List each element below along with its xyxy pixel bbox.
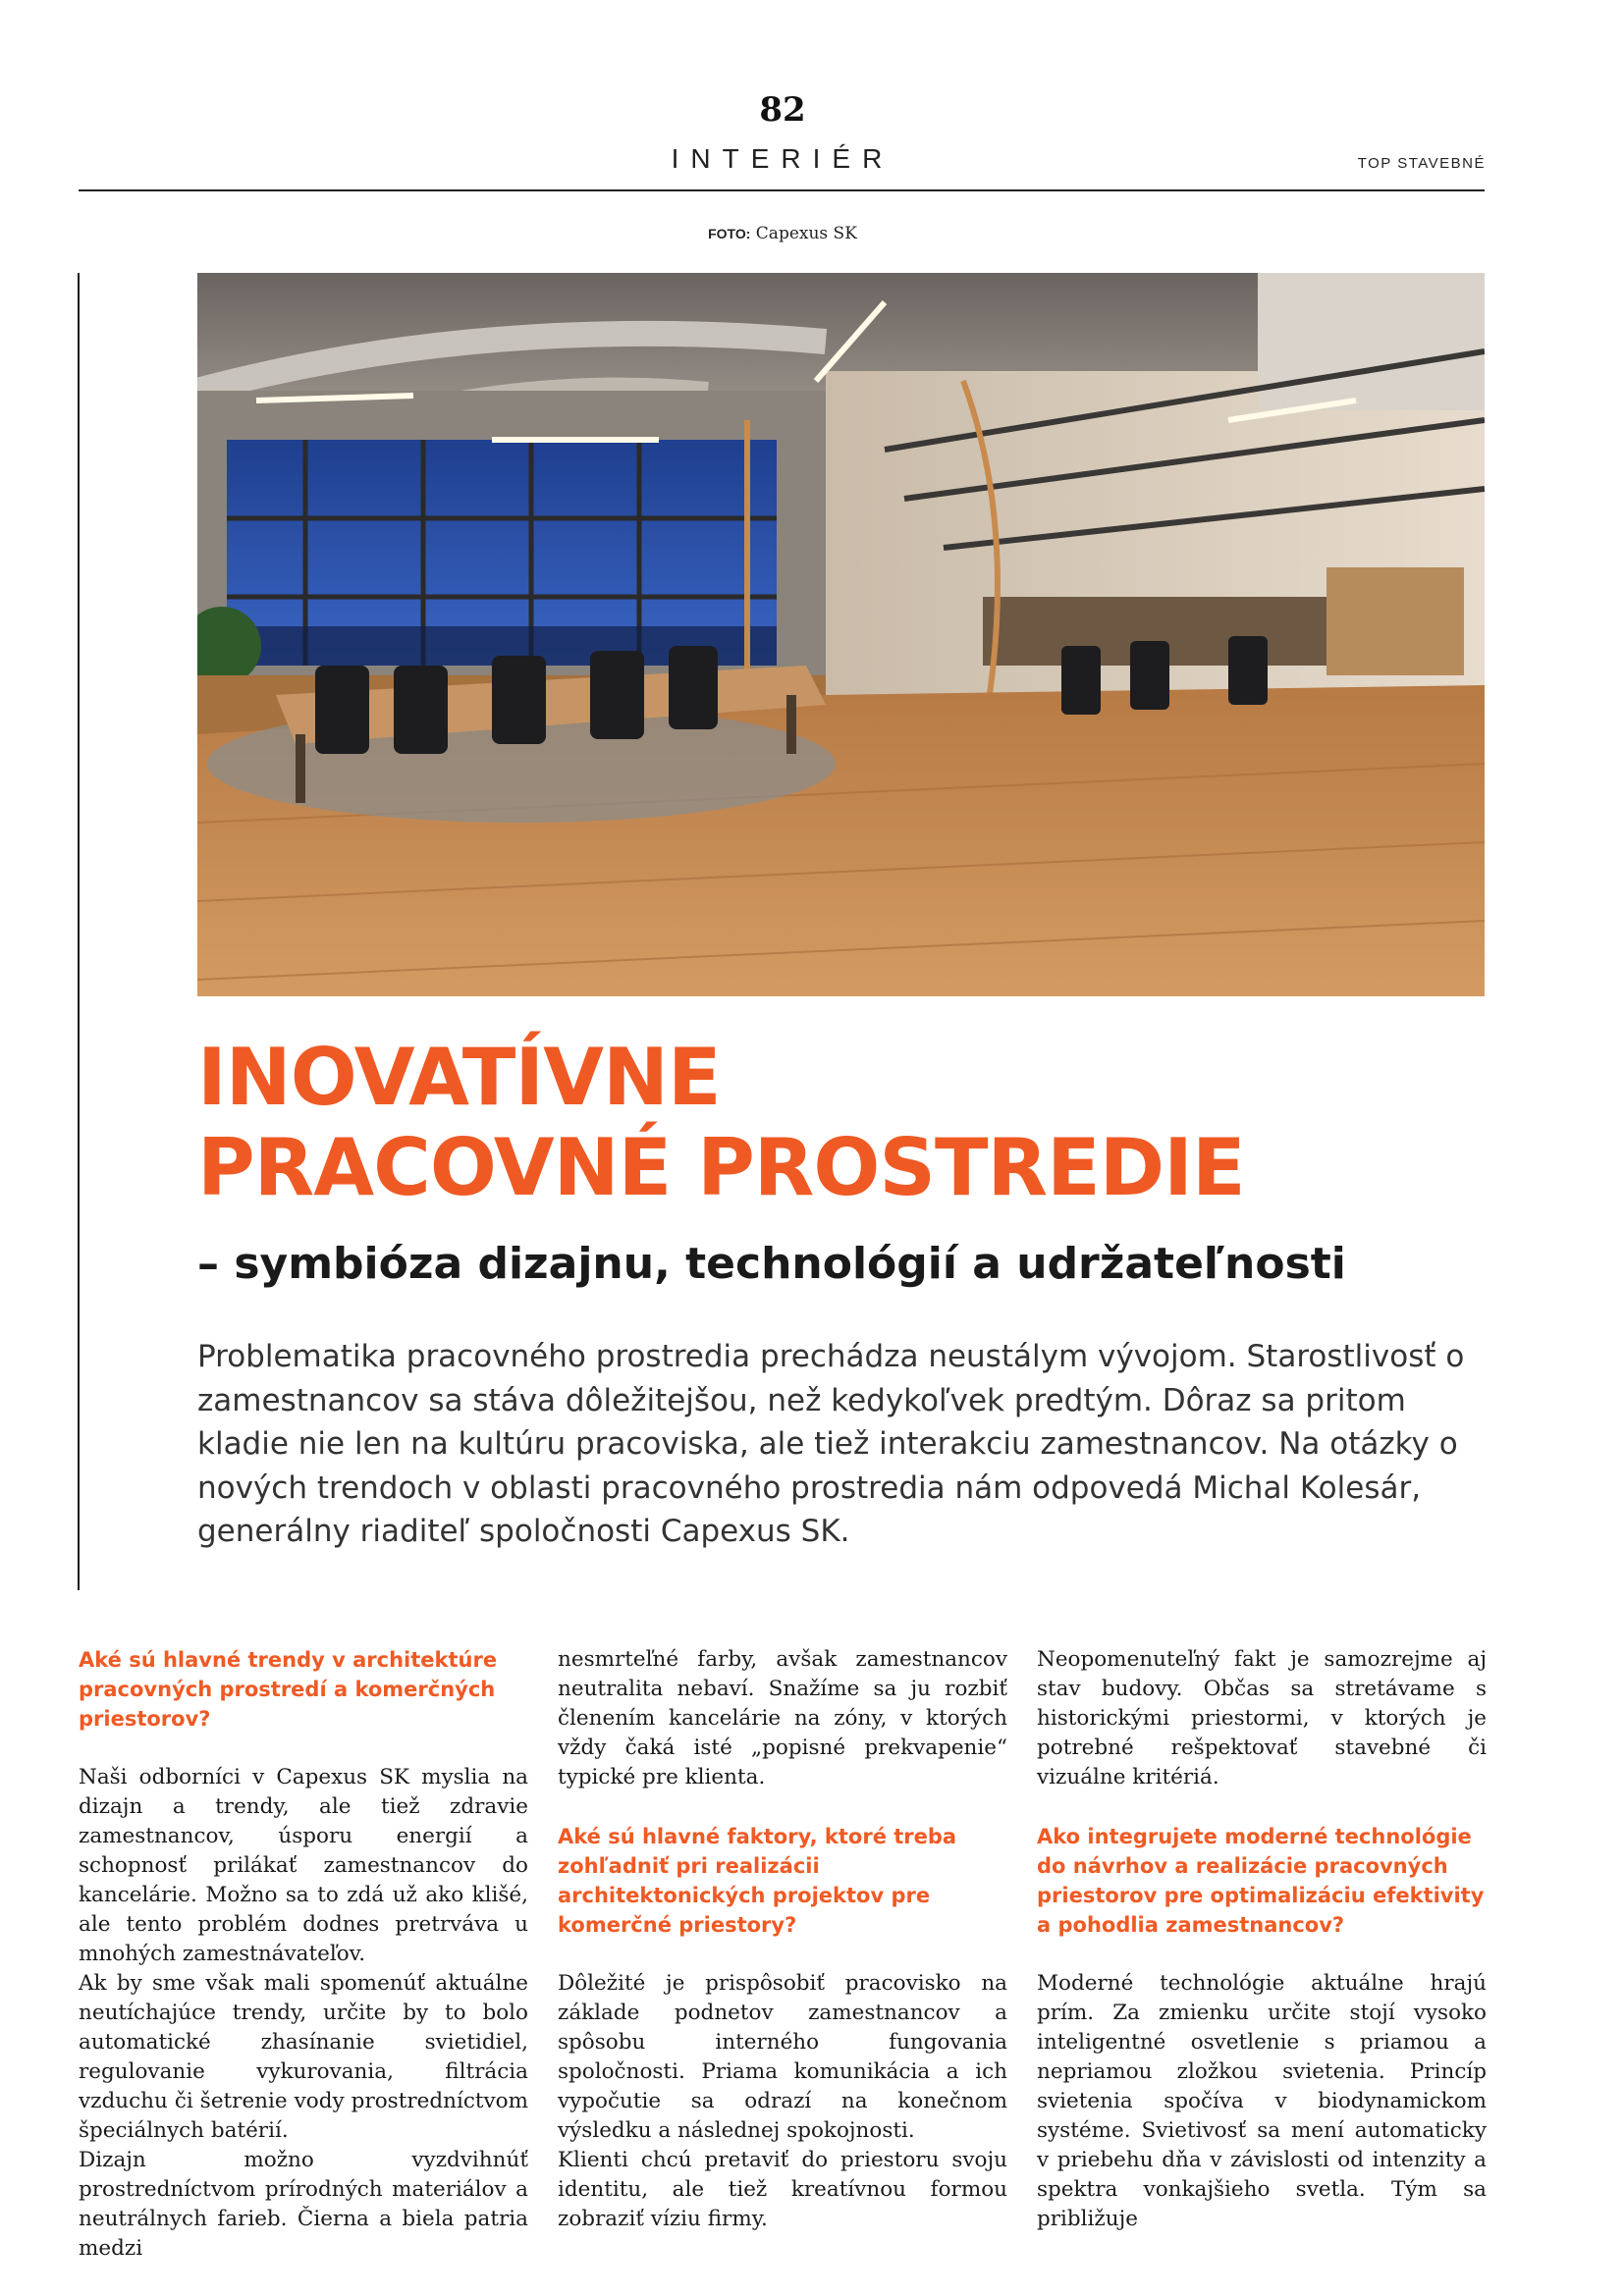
body-paragraph: nesmrteľné farby, avšak zamestnancov neutralita nebaví. Snažíme sa ju rozbiť členením kancelárie na zóny, v ktorých vždy čaká isté „popisné prekvapenie“ typické pre klienta. [558, 1647, 1007, 1789]
page-number: 82 [759, 90, 806, 130]
question-heading: Aké sú hlavné trendy v architektúre pracovných prostredí a komerčných priestorov? [79, 1648, 498, 1731]
article-subtitle: – symbióza dizajnu, technológií a udržateľnosti [197, 1239, 1346, 1289]
text-column-3 [1037, 1645, 1487, 2234]
body-paragraph: Dizajn možno vyzdvihnúť prostredníctvom prírodných materiálov a neutrálnych farieb. Čierna a biela patria medzi [79, 2148, 528, 2261]
article-title-line2: PRACOVNÉ PROSTREDIE [197, 1122, 1245, 1213]
photo-credit-label: FOTO: [708, 226, 751, 241]
body-paragraph: Moderné technológie aktuálne hrajú prím. Za zmienku určite stojí vysoko inteligentné osvetlenie s priamou a nepriamou zložkou svietenia. Princíp svietenia spočíva v biodynamickom systéme. Svietivosť sa mení automaticky v priebehu dňa v závislosti od intenzity a spektra vonkajšieho svetla. Tým sa približuje [1037, 1971, 1487, 2231]
question-heading: Aké sú hlavné faktory, ktoré treba zohľadniť pri realizácii architektonických projektov pre komerčné priestory? [558, 1825, 957, 1937]
text-column-1 [79, 1645, 528, 2264]
question-heading: Ako integrujete moderné technológie do návrhov a realizácie pracovných priestorov pre optimalizáciu efektivity a pohodlia zamestnancov? [1037, 1825, 1485, 1937]
magazine-name: TOP STAVEBNÉ [1357, 155, 1486, 172]
photo-credit-value: Capexus SK [755, 224, 857, 243]
header-divider [79, 189, 1485, 191]
text-column-2 [558, 1645, 1007, 2234]
office-interior-photo [197, 273, 1485, 996]
article-lead: Problematika pracovného prostredia prechádza neustálym vývojom. Starostlivosť o zamestnancov sa stáva dôležitejšou, než kedykoľvek predtým. Dôraz sa pritom kladie nie len na kultúru pracoviska, ale tiež interakciu zamestnancov. Na otázky o nových trendoch v oblasti pracovného prostredia nám odpovedá Michal Kolesár, generálny riaditeľ spoločnosti Capexus SK. [197, 1339, 1465, 1550]
body-paragraph: Klienti chcú pretaviť do priestoru svoju identitu, ale tiež kreatívnou formou zobraziť víziu firmy. [558, 2148, 1007, 2231]
margin-rule [78, 273, 80, 1590]
photo-credit [0, 224, 1565, 243]
body-paragraph: Ak by sme však mali spomenúť aktuálne neutíchajúce trendy, určite by to bolo automatické zhasínanie svietidiel, regulovanie vykurovania, filtrácia vzduchu či šetrenie vody prostredníctvom špeciálnych batérií. [79, 1971, 528, 2143]
body-paragraph: Naši odborníci v Capexus SK myslia na dizajn a trendy, ale tiež zdravie zamestnancov, úsporu energií a schopnosť prilákať zamestnancov do kancelárie. Možno sa to zdá už ako klišé, ale tento problém dodnes pretrváva u mnohých zamestnávateľov. [79, 1765, 528, 1966]
article-title [197, 1033, 1245, 1213]
section-title: INTERIÉR [671, 143, 894, 174]
body-paragraph: Neopomenuteľný fakt je samozrejme aj stav budovy. Občas sa stretávame s historickými priestormi, v ktorých je potrebné rešpektovať stavebné či vizuálne kritériá. [1037, 1647, 1487, 1789]
article-title-line1: INOVATÍVNE [197, 1032, 721, 1123]
body-paragraph: Dôležité je prispôsobiť pracovisko na základe podnetov zamestnancov a spôsobu interného fungovania spoločnosti. Priama komunikácia a ich vypočutie sa odrazí na konečnom výsledku a následnej spokojnosti. [558, 1971, 1007, 2143]
